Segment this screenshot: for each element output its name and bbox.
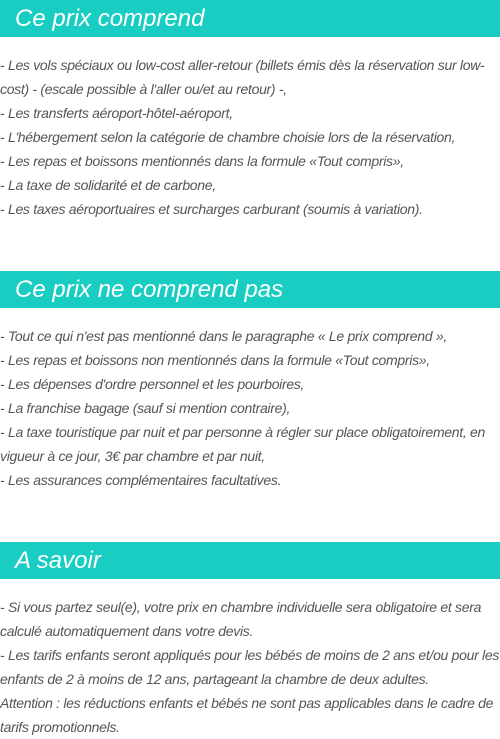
list-item: - Si vous partez seul(e), votre prix en chambre individuelle sera obligatoire et sera calculé automatiquement dans votre devis.	[0, 599, 482, 639]
section-title: A savoir	[15, 547, 101, 574]
list-item: - Les repas et boissons mentionnés dans la formule «Tout compris»,	[0, 153, 404, 169]
list-item: - Les vols spéciaux ou low-cost aller-retour (billets émis dès la réservation sur low-cost) - (escale possible à l'aller ou/et au retour) -,	[0, 57, 485, 97]
section-body-good-to-know	[0, 595, 500, 739]
section-body-includes	[0, 53, 500, 221]
list-item: - Les dépenses d'ordre personnel et les pourboires,	[0, 376, 305, 392]
section-header-good-to-know	[0, 542, 500, 579]
list-item: - Les taxes aéroportuaires et surcharges carburant (soumis à variation).	[0, 201, 423, 217]
section-title: Ce prix comprend	[15, 5, 205, 32]
list-item: - Les tarifs enfants seront appliqués pour les bébés de moins de 2 ans et/ou pour les enfants de 2 à moins de 12 ans, partageant la chambre de deux adultes.	[0, 647, 500, 687]
list-item: - Les repas et boissons non mentionnés dans la formule «Tout compris»,	[0, 352, 430, 368]
list-item: Attention : les réductions enfants et bébés ne sont pas applicables dans le cadre de tarifs promotionnels.	[0, 695, 494, 735]
section-body-excludes	[0, 324, 500, 492]
section-header-excludes	[0, 271, 500, 308]
list-item: - Tout ce qui n'est pas mentionné dans le paragraphe « Le prix comprend »,	[0, 328, 447, 344]
list-item: - Les transferts aéroport-hôtel-aéroport,	[0, 105, 233, 121]
list-item: - La taxe touristique par nuit et par personne à régler sur place obligatoirement, en vigueur à ce jour, 3€ par chambre et par nuit,	[0, 424, 486, 464]
section-title: Ce prix ne comprend pas	[15, 276, 284, 303]
list-item: - La taxe de solidarité et de carbone,	[0, 177, 216, 193]
list-item: - La franchise bagage (sauf si mention contraire),	[0, 400, 291, 416]
list-item: - Les assurances complémentaires facultatives.	[0, 472, 282, 488]
list-item: - L'hébergement selon la catégorie de chambre choisie lors de la réservation,	[0, 129, 456, 145]
section-header-includes	[0, 0, 500, 37]
